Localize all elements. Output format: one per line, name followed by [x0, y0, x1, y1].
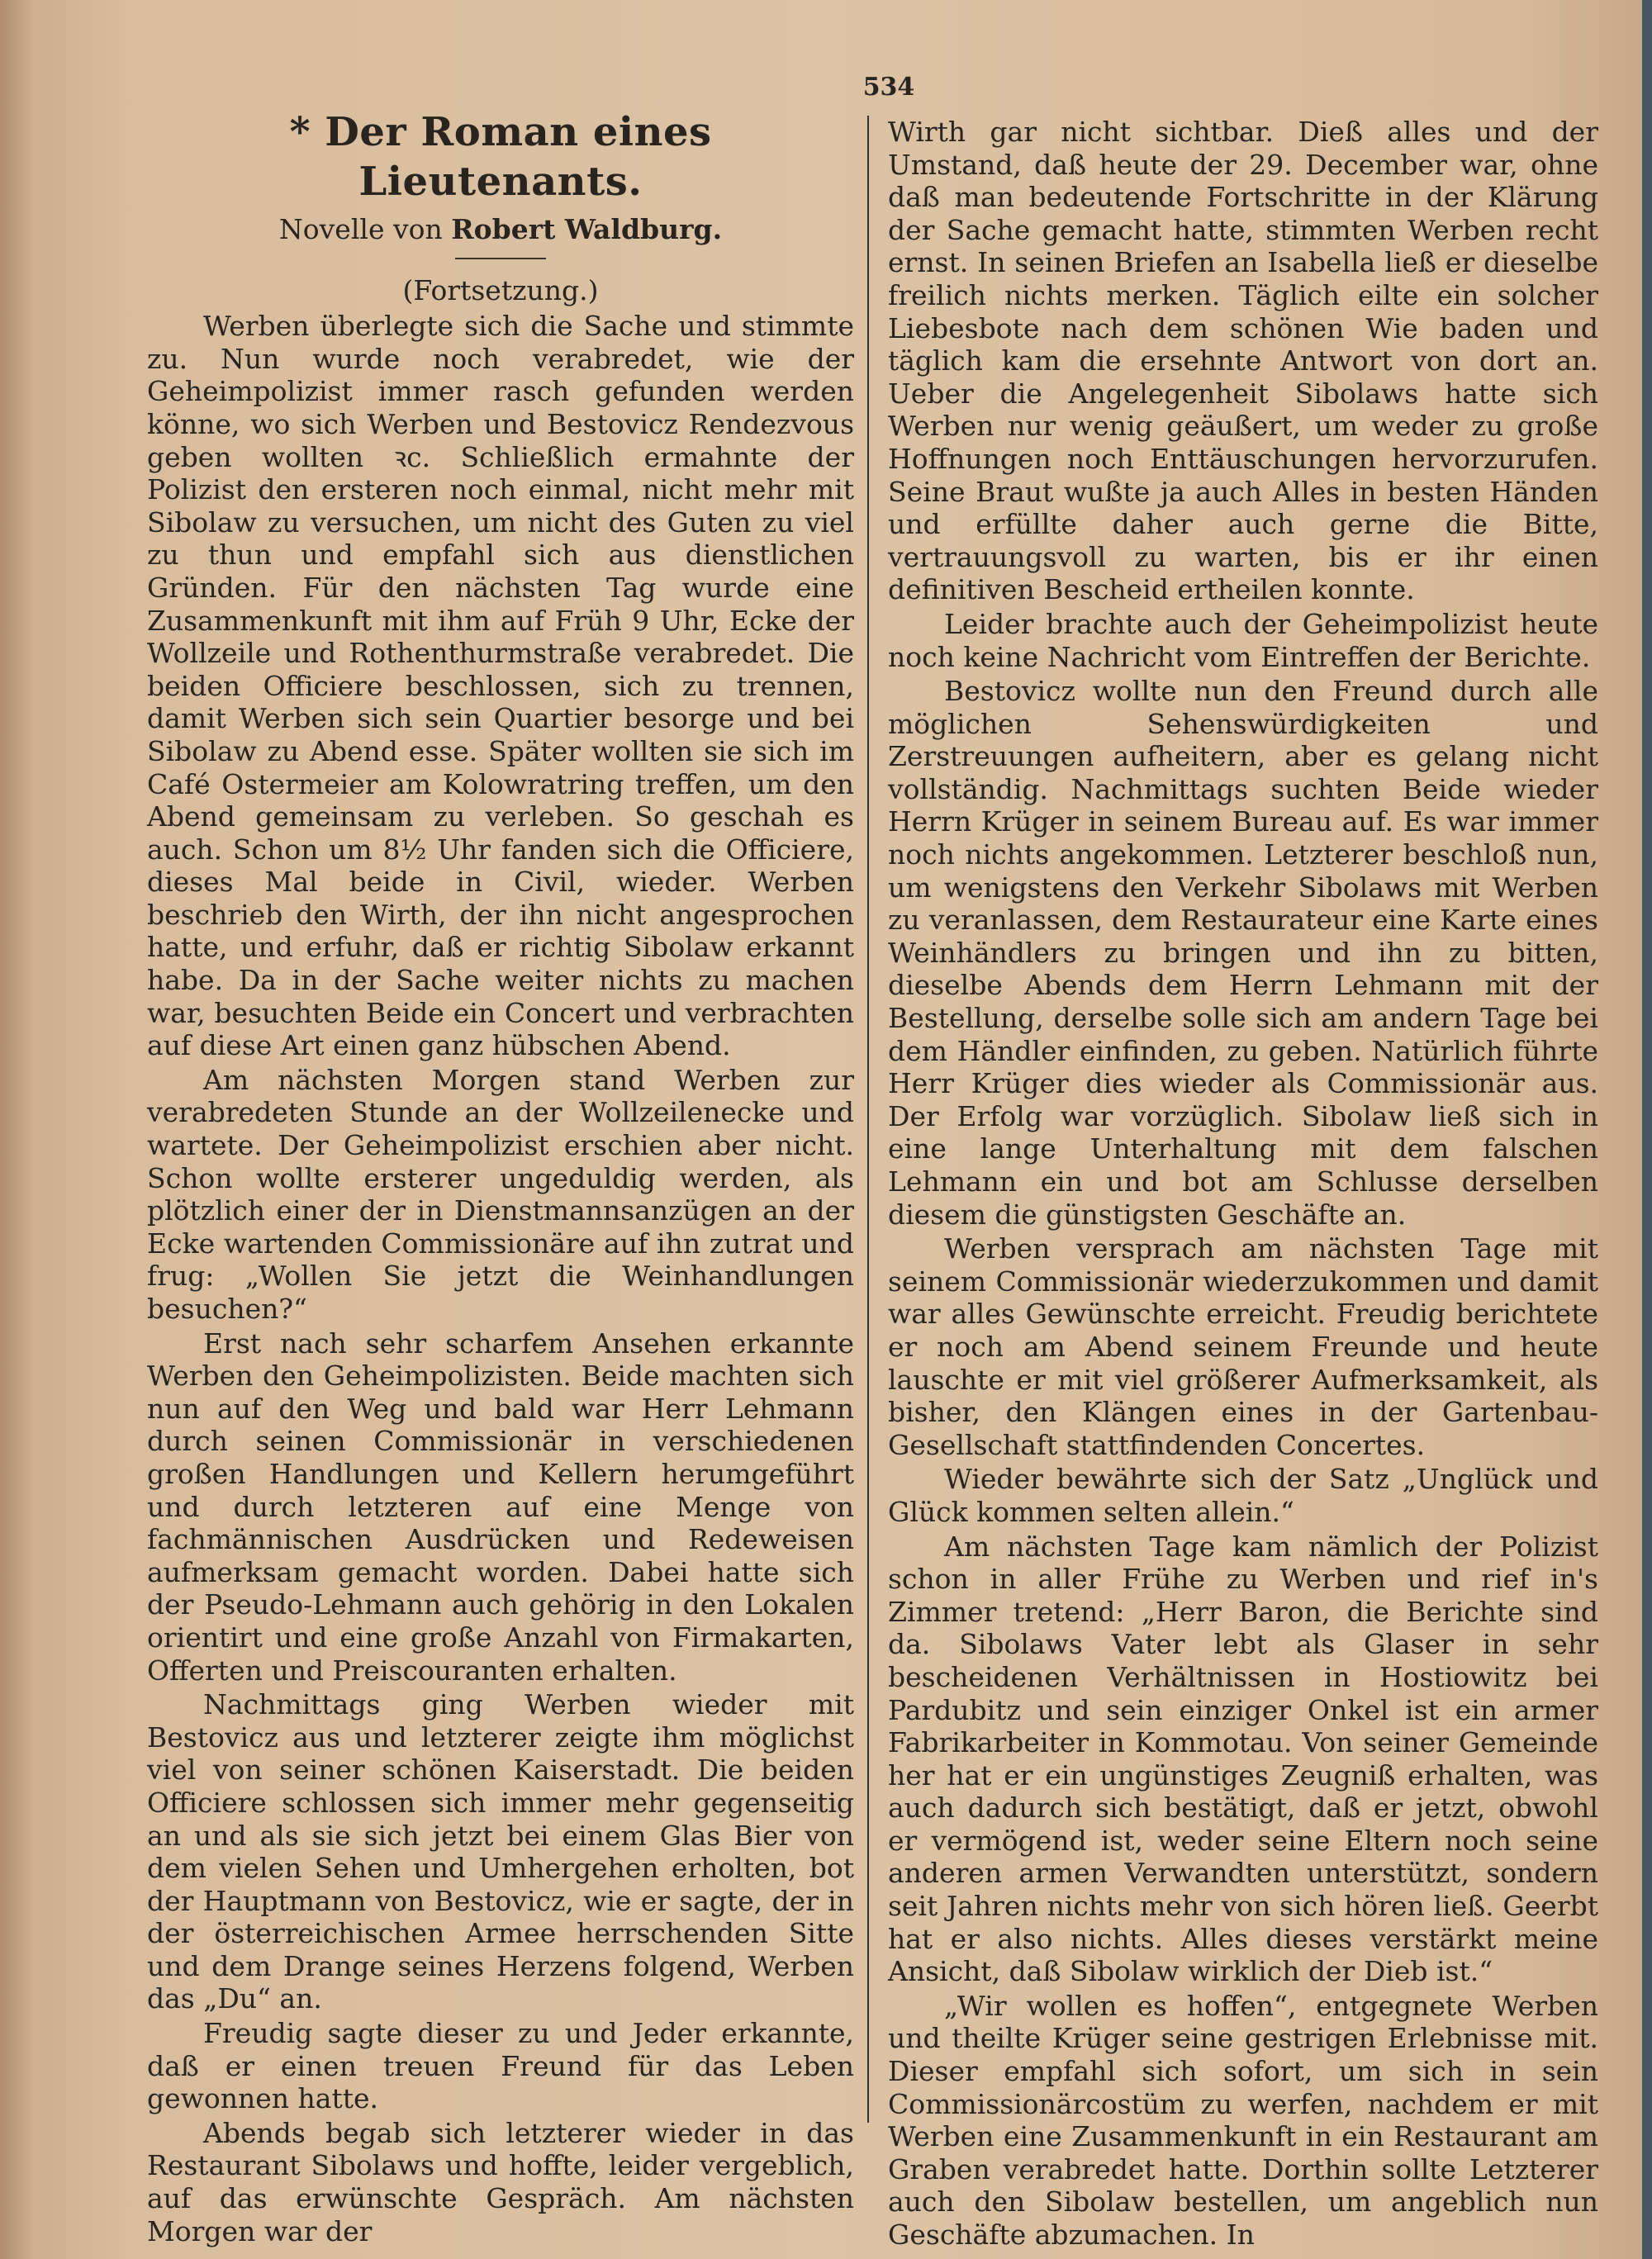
article-title: * Der Roman eines Lieutenants.	[289, 109, 712, 205]
right-column	[888, 116, 1598, 2251]
paragraph: Am nächsten Tage kam nämlich der Polizist schon in aller Frühe zu Werben und rief in's Zimmer tretend: „Herr Baron, die Berichte sind da. Sibolaws Vater lebt als Glaser in sehr bescheidenen Verhältnissen in Hostiowitz bei Pardubitz und sein einziger Onkel ist ein armer Fabrikarbeiter in Kommotau. Von seiner Gemeinde her hat er ein ungünstiges Zeugniß erhalten, was auch dadurch sich bestätigt, daß er jetzt, obwohl er vermögend ist, weder seine Eltern noch seine anderen armen Verwandten unterstützt, sondern seit Jahren nichts mehr von sich hören ließ. Geerbt hat er also nichts. Alles dieses verstärkt meine Ansicht, daß Sibolaw wirklich der Dieb ist.“	[888, 1530, 1598, 1988]
left-column	[147, 107, 854, 2247]
continuation-note: (Fortsetzung.)	[402, 273, 599, 306]
article-byline	[147, 213, 854, 246]
article-author: Robert Waldburg.	[451, 213, 723, 245]
paragraph: Wirth gar nicht sichtbar. Dieß alles und der Umstand, daß heute der 29. December war, ohne daß man bedeutende Fortschritte in der Klärung der Sache gemacht hatte, stimmten Werben recht ernst. In seinen Briefen an Isabella ließ er dieselbe freilich nichts merken. Täglich eilte ein solcher Liebesbote nach dem schönen Wie baden und täglich kam die ersehnte Antwort von dort an. Ueber die Angelegenheit Sibolaws hatte sich Werben nur wenig geäußert, um weder zu große Hoffnungen noch Enttäuschungen hervorzurufen. Seine Braut wußte ja auch Alles in besten Händen und erfüllte daher auch gerne die Bitte, vertrauungsvoll zu warten, bis er ihr einen definitiven Bescheid ertheilen konnte.	[888, 116, 1598, 606]
paragraph: Werben versprach am nächsten Tage mit seinem Commissionär wiederzukommen und damit war alles Gewünschte erreicht. Freudig berichtete er noch am Abend seinem Freunde und heute lauschte er mit viel größerer Aufmerksamkeit, als bisher, den Klängen eines in der Gartenbau-Gesellschaft stattfindenden Concertes.	[888, 1232, 1598, 1461]
paragraph: Bestovicz wollte nun den Freund durch alle möglichen Sehenswürdigkeiten und Zerstreuungen aufheitern, aber es gelang nicht vollständig. Nachmittags suchten Beide wieder Herrn Krüger in seinem Bureau auf. Es war immer noch nichts angekommen. Letzterer beschloß nun, um wenigstens den Verkehr Sibolaws mit Werben zu veranlassen, dem Restaurateur eine Karte eines Weinhändlers zu bringen und ihn zu bitten, dieselbe Abends dem Herrn Lehmann mit der Bestellung, derselbe solle sich am andern Tage bei dem Händler einfinden, zu geben. Natürlich führte Herr Krüger dies wieder als Commissionär aus. Der Erfolg war vorzüglich. Sibolaw ließ sich in eine lange Unterhaltung mit dem falschen Lehmann ein und bot am Schlusse derselben diesem die günstigsten Geschäfte an.	[888, 675, 1598, 1231]
paragraph: Nachmittags ging Werben wieder mit Bestovicz aus und letzterer zeigte ihm möglichst viel von seiner schönen Kaiserstadt. Die beiden Officiere schlossen sich immer mehr gegenseitig an und als sie sich jetzt bei einem Glas Bier von dem vielen Sehen und Umhergehen erholten, bot der Hauptmann von Bestovicz, wie er sagte, der in der österreichischen Armee herrschenden Sitte und dem Drange seines Herzens folgend, Werben das „Du“ an.	[147, 1688, 854, 2015]
paragraph: Abends begab sich letzterer wieder in das Restaurant Sibolaws und hoffte, leider vergeblich, auf das erwünschte Gespräch. Am nächsten Morgen war der	[147, 2116, 854, 2247]
paragraph: „Wir wollen es hoffen“, entgegnete Werben und theilte Krüger seine gestrigen Erlebnisse mit. Dieser empfahl sich sofort, um sich in sein Commissionärcostüm zu werfen, nachdem er mit Werben eine Zusammenkunft in ein Restaurant am Graben verabredet hatte. Dorthin sollte Letzterer auch den Sibolaw bestellen, um angeblich nun Geschäfte abzumachen. In	[888, 1989, 1598, 2251]
page-binding-shadow	[0, 0, 33, 2259]
title-divider	[455, 258, 546, 259]
paragraph: Leider brachte auch der Geheimpolizist heute noch keine Nachricht vom Eintreffen der Berichte.	[888, 607, 1598, 673]
page-number: 534	[862, 73, 915, 102]
paragraph: Werben überlegte sich die Sache und stimmte zu. Nun wurde noch verabredet, wie der Geheimpolizist immer rasch gefunden werden könne, wo sich Werben und Bestovicz Rendezvous geben wollten ꝛc. Schließlich ermahnte der Polizist den ersteren noch einmal, nicht mehr mit Sibolaw zu versuchen, um nicht des Guten zu viel zu thun und empfahl sich aus dienstlichen Gründen. Für den nächsten Tag wurde eine Zusammenkunft mit ihm auf Früh 9 Uhr, Ecke der Wollzeile und Rothenthurmstraße verabredet. Die beiden Officiere beschlossen, sich zu trennen, damit Werben sich sein Quartier besorge und bei Sibolaw zu Abend esse. Später wollten sie sich im Café Ostermeier am Kolowratring treffen, um den Abend gemeinsam zu verleben. So geschah es auch. Schon um 8½ Uhr fanden sich die Officiere, dieses Mal beide in Civil, wieder. Werben beschrieb den Wirth, der ihn nicht angesprochen hatte, und erfuhr, daß er richtig Sibolaw erkannt habe. Da in der Sache weiter nichts zu machen war, besuchten Beide ein Concert und verbrachten auf diese Art einen ganz hübschen Abend.	[147, 310, 854, 1062]
paragraph: Am nächsten Morgen stand Werben zur verabredeten Stunde an der Wollzeilenecke und wartete. Der Geheimpolizist erschien aber nicht. Schon wollte ersterer ungeduldig werden, als plötzlich einer der in Dienstmannsanzügen an der Ecke wartenden Commissionäre auf ihn zutrat und frug: „Wollen Sie jetzt die Weinhandlungen besuchen?“	[147, 1063, 854, 1325]
paragraph: Freudig sagte dieser zu und Jeder erkannte, daß er einen treuen Freund für das Leben gewonnen hatte.	[147, 2017, 854, 2115]
paragraph: Wieder bewährte sich der Satz „Unglück und Glück kommen selten allein.“	[888, 1463, 1598, 1528]
column-divider	[867, 116, 869, 2123]
paragraph: Erst nach sehr scharfem Ansehen erkannte Werben den Geheimpolizisten. Beide machten sich nun auf den Weg und bald war Herr Lehmann durch seinen Commissionär in verschiedenen großen Handlungen und Kellern herumgeführt und durch letzteren auf eine Menge von fachmännischen Ausdrücken und Redeweisen aufmerksam gemacht worden. Dabei hatte sich der Pseudo-Lehmann auch gehörig in den Lokalen orientirt und eine große Anzahl von Firmakarten, Offerten und Preiscouranten erhalten.	[147, 1326, 854, 1687]
byline-prefix: Novelle von	[278, 213, 443, 245]
